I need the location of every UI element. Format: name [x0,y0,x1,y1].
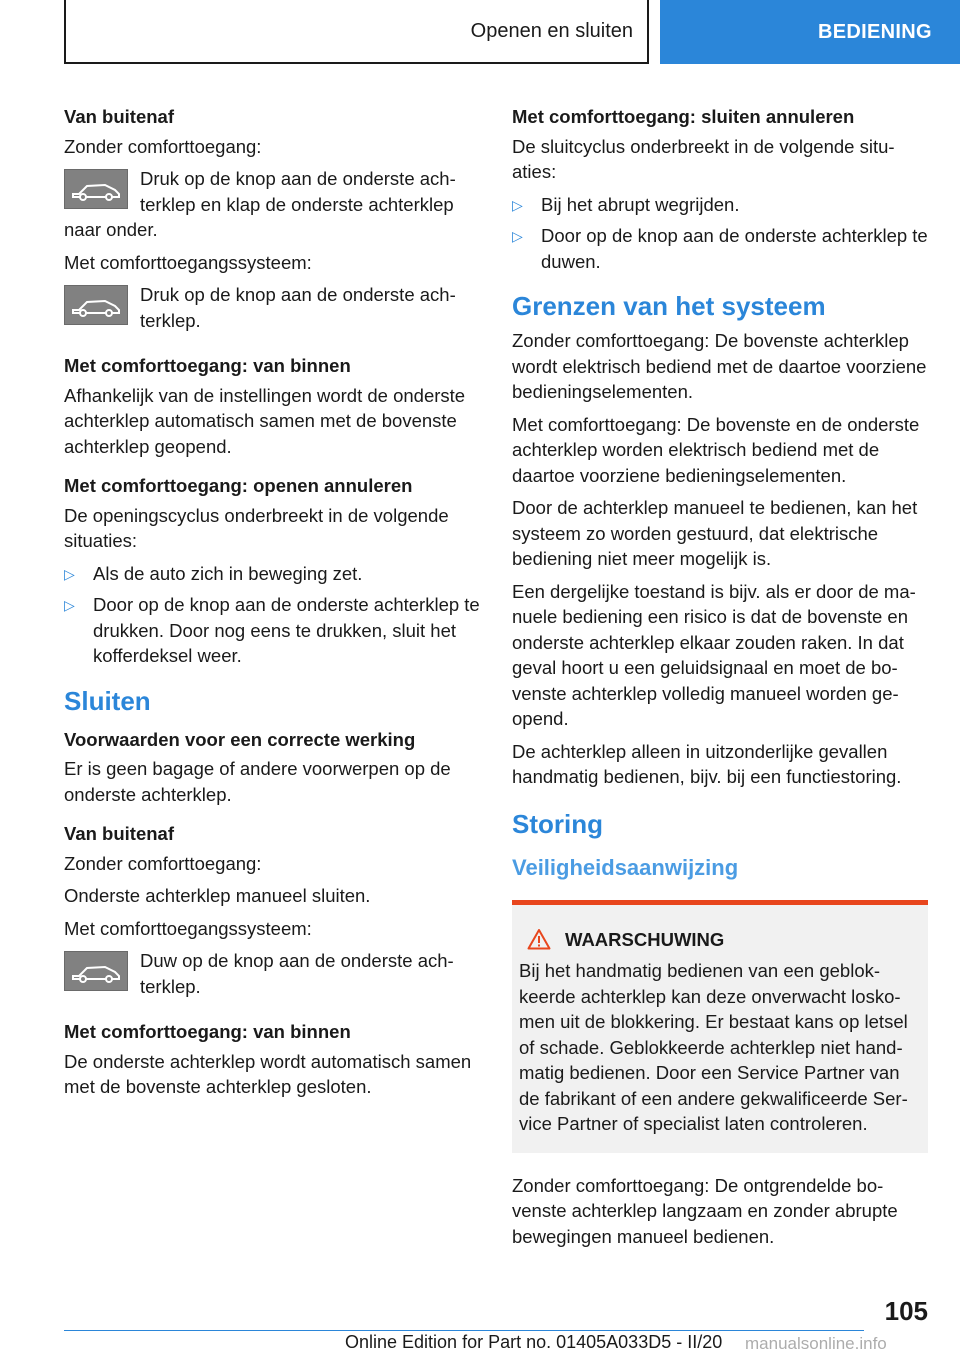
right-paragraph: Zonder comforttoegang: De ontgrendelde bovenste achterklep langzaam en zonder abrupte bewegingen manueel bedienen. [512,1174,898,1247]
list-item: ▷ Door op de knop aan de onderste achterklep te duwen. [512,225,928,272]
warning-text: Bij het handmatig bedienen van een geblokkeerde achterklep kan deze onverwacht loskomen uit de blokkering. Er bestaat kans op letsel of schade. Geblokkeerde achterklep niet handmatig bedienen. Door een Service Partner van de fabrikant of een andere gekwalificeerde Service Partner of specialist laten controleren. [519,960,908,1134]
icon-paragraph [64,282,480,333]
right-paragraph: Zonder comforttoegang: De bovenste achterklep wordt elektrisch bediend met de daartoe voorziene bedieningselementen. [512,330,927,402]
section-title-storing: Storing [512,808,603,839]
left-heading: Met comforttoegang: openen annuleren [64,475,413,496]
left-paragraph: Onderste achterklep manueel sluiten. [64,885,371,906]
right-paragraph: Door de achterklep manueel te bedienen, kan het systeem zo worden gestuurd, dat elektrische bediening niet meer mogelijk is. [512,497,918,569]
footer-watermark: manualsonline.info [745,1334,887,1353]
bullet-triangle-icon: ▷ [512,228,523,244]
left-column [64,104,480,1107]
left-paragraph: Afhankelijk van de instellingen wordt de onderste achterklep automatisch samen met de bovenste achterklep geopend. [64,384,466,457]
left-heading: Met comforttoegang: van binnen [64,1021,351,1042]
left-heading: Van buitenaf [64,823,174,844]
left-paragraph: Druk op de knop aan de onderste achterklep en klap de onderste achterklep naar onder. [64,168,456,240]
right-column [512,104,928,1256]
bullet-triangle-icon: ▷ [512,196,523,213]
right-paragraph: Met comforttoegang: De bovenste en de onderste achterklep worden elektrisch bediend met de daartoe voorziene bedieningselementen. [512,413,920,486]
bullet-triangle-icon: ▷ [64,597,75,613]
footer-divider [64,1330,864,1331]
left-paragraph: Zonder comforttoegang: [64,135,262,157]
left-paragraph: De openingscyclus onderbreekt in de volgende situaties: [64,504,449,551]
page-number: 105 [884,1296,928,1326]
left-paragraph: Met comforttoegangssysteem: [64,917,312,939]
right-paragraph: De achterklep alleen in uitzonderlijke gevallen handmatig bedienen, bijv. bij een functiestoring. [512,740,902,787]
right-bullet-list [512,192,928,275]
right-paragraph: De sluitcyclus onderbreekt in de volgende situaties: [512,135,895,182]
car-tailgate-icon [64,169,128,209]
list-item: ▷ Door op de knop aan de onderste achterklep te drukken. Door nog eens te drukken, sluit het kofferdeksel weer. [64,594,480,666]
car-tailgate-icon [64,951,128,991]
footer-edition: Online Edition for Part no. 01405A033D5 - II/20 [345,1332,723,1352]
car-tailgate-icon [64,285,128,325]
warning-triangle-icon [527,928,551,950]
list-item: ▷ Als de auto zich in beweging zet. [64,561,480,587]
section-title-sluiten: Sluiten [64,685,151,716]
icon-paragraph [64,166,480,243]
warning-title: WAARSCHUWING [519,927,918,953]
right-paragraph: Een dergelijke toestand is bijv. als er door de manuele bediening een risico is dat de bovenste en onderste achterklep elkaar zouden raken. In dat geval hoort u een geluidsignaal en moet de bovenste achterklep volledig manueel worden geopend. [512,580,916,729]
section-title-grenzen: Grenzen van het systeem [512,291,826,321]
left-paragraph: Met comforttoegangssysteem: [64,251,312,273]
left-bullet-list [64,561,480,669]
left-heading: Met comforttoegang: van binnen [64,355,351,376]
left-paragraph: Er is geen bagage of andere voorwerpen op de onderste achterklep. [64,758,451,805]
left-paragraph: Zonder comforttoegang: [64,852,262,874]
list-item: ▷ Bij het abrupt wegrijden. [512,192,928,218]
left-paragraph: De onderste achterklep wordt automatisch samen met de bovenste achterklep gesloten. [64,1050,472,1097]
header-chapter-title: BEDIENING [818,20,932,43]
header-section-title: Openen en sluiten [470,19,633,42]
header-chapter-tab [660,0,960,64]
bullet-triangle-icon: ▷ [64,565,75,582]
icon-paragraph [64,948,480,999]
left-heading: Voorwaarden voor een correcte werking [64,728,416,750]
header-section-box [64,0,649,64]
left-paragraph: Druk op de knop aan de onderste achterklep. [140,284,456,331]
subsection-title-veiligheid: Veiligheidsaanwijzing [512,854,739,880]
left-heading-van-buitenaf: Van buitenaf [64,106,174,127]
right-heading: Met comforttoegang: sluiten annuleren [512,106,855,127]
left-paragraph: Duw op de knop aan de onderste achterklep. [140,950,454,997]
warning-box [512,900,928,1153]
